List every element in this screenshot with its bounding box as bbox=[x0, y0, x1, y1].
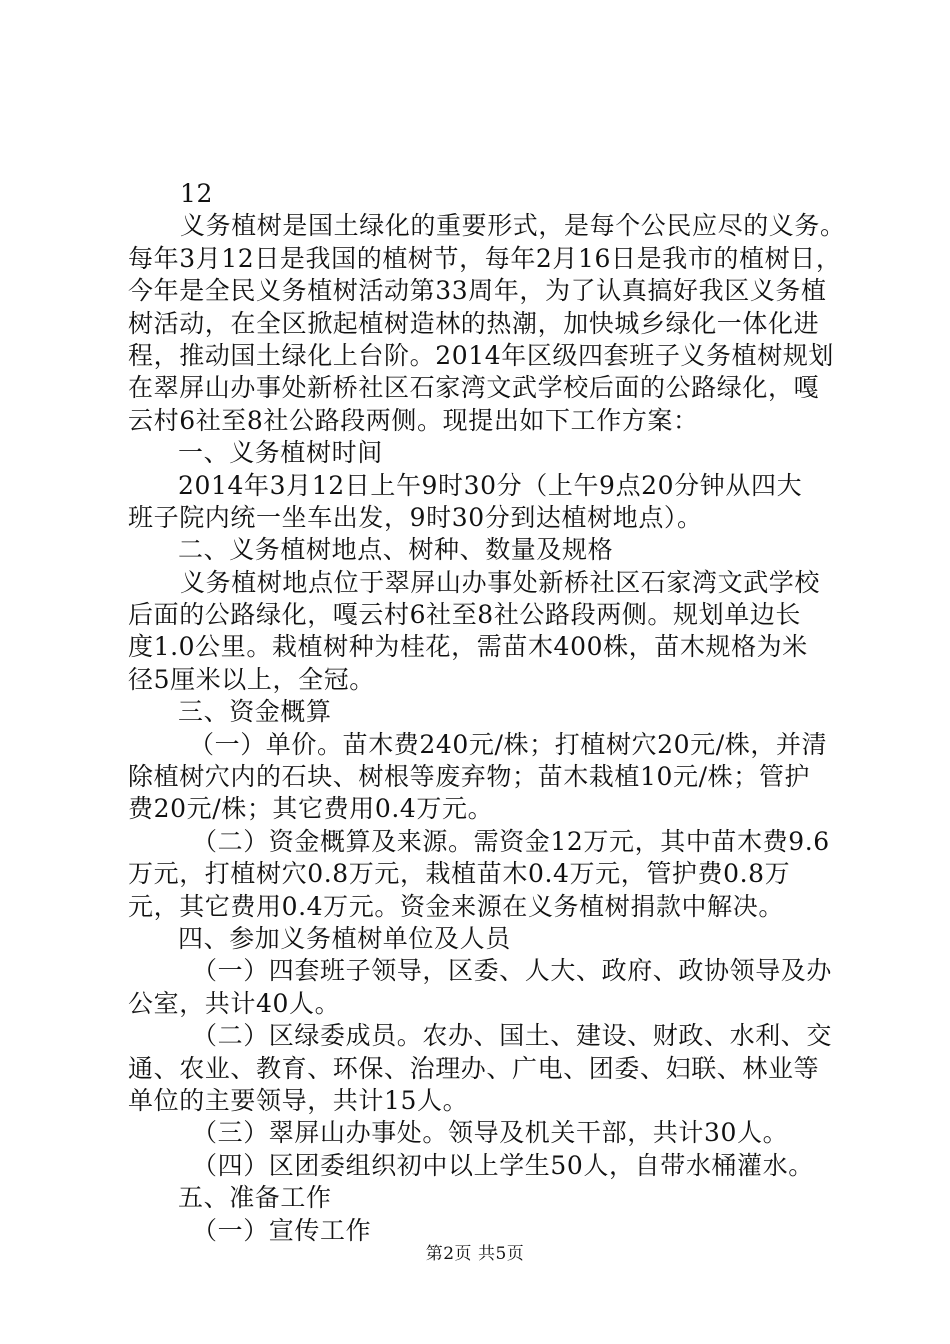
paragraph-line: 今年是全民义务植树活动第33周年，为了认真搞好我区义务植 bbox=[128, 276, 827, 306]
paragraph-line: 2014年3月12日上午9时30分（上午9点20分钟从四大 bbox=[178, 470, 803, 500]
paragraph-line: 元，其它费用0.4万元。资金来源在义务植树捐款中解决。 bbox=[128, 891, 784, 921]
paragraph-line: 班子院内统一坐车出发，9时30分到达植树地点）。 bbox=[128, 502, 703, 532]
paragraph-line: 树活动，在全区掀起植树造林的热潮，加快城乡绿化一体化进 bbox=[128, 308, 820, 338]
paragraph-line: （三）翠屏山办事处。领导及机关干部，共计30人。 bbox=[192, 1118, 789, 1148]
paragraph-line: 义务植树地点位于翠屏山办事处新桥社区石家湾文武学校 bbox=[180, 567, 821, 597]
paragraph-line: 除植树穴内的石块、树根等废弃物；苗木栽植10元/株；管护 bbox=[128, 762, 811, 792]
page-footer: 第2页 共5页 bbox=[425, 1244, 525, 1264]
section-heading: 五、准备工作 bbox=[178, 1183, 332, 1213]
subsection-heading: （一）宣传工作 bbox=[192, 1215, 372, 1245]
paragraph-line: 义务植树是国土绿化的重要形式，是每个公民应尽的义务。 bbox=[180, 211, 846, 241]
paragraph-line: 公室，共计40人。 bbox=[128, 988, 341, 1018]
paragraph-line: （一）四套班子领导，区委、人大、政府、政协领导及办 bbox=[192, 956, 833, 986]
paragraph-line: 度1.0公里。栽植树种为桂花，需苗木400株，苗木规格为米 bbox=[128, 632, 808, 662]
section-heading: 四、参加义务植树单位及人员 bbox=[178, 923, 511, 953]
paragraph-line: 程，推动国土绿化上台阶。2014年区级四套班子义务植树规划 bbox=[128, 340, 835, 370]
paragraph-line: 费20元/株；其它费用0.4万元。 bbox=[128, 794, 494, 824]
paragraph-line: （二）区绿委成员。农办、国土、建设、财政、水利、交 bbox=[192, 1021, 833, 1051]
section-heading: 二、义务植树地点、树种、数量及规格 bbox=[178, 535, 614, 565]
paragraph-line: 在翠屏山办事处新桥社区石家湾文武学校后面的公路绿化，嘎 bbox=[128, 373, 820, 403]
paragraph-line: （一）单价。苗木费240元/株；打植树穴20元/株，并清 bbox=[189, 729, 828, 759]
document-body bbox=[128, 178, 846, 1247]
paragraph-line: （二）资金概算及来源。需资金12万元，其中苗木费9.6 bbox=[192, 826, 830, 856]
paragraph-line: 径5厘米以上，全冠。 bbox=[128, 664, 375, 694]
paragraph-line: 万元，打植树穴0.8万元，栽植苗木0.4万元，管护费0.8万 bbox=[128, 859, 791, 889]
paragraph-line: 单位的主要领导，共计15人。 bbox=[128, 1085, 469, 1115]
paragraph-line: 云村6社至8社公路段两侧。现提出如下工作方案： bbox=[128, 405, 699, 435]
paragraph-line: 通、农业、教育、环保、治理办、广电、团委、妇联、林业等 bbox=[128, 1053, 820, 1083]
section-heading: 三、资金概算 bbox=[178, 697, 332, 727]
page-number-fragment: 12 bbox=[180, 179, 214, 208]
paragraph-line: 后面的公路绿化，嘎云村6社至8社公路段两侧。规划单边长 bbox=[128, 600, 802, 630]
section-heading: 一、义务植树时间 bbox=[178, 438, 383, 468]
paragraph-line: 每年3月12日是我国的植树节，每年2月16日是我市的植树日， bbox=[128, 243, 842, 273]
paragraph-line: （四）区团委组织初中以上学生50人，自带水桶灌水。 bbox=[192, 1150, 814, 1180]
